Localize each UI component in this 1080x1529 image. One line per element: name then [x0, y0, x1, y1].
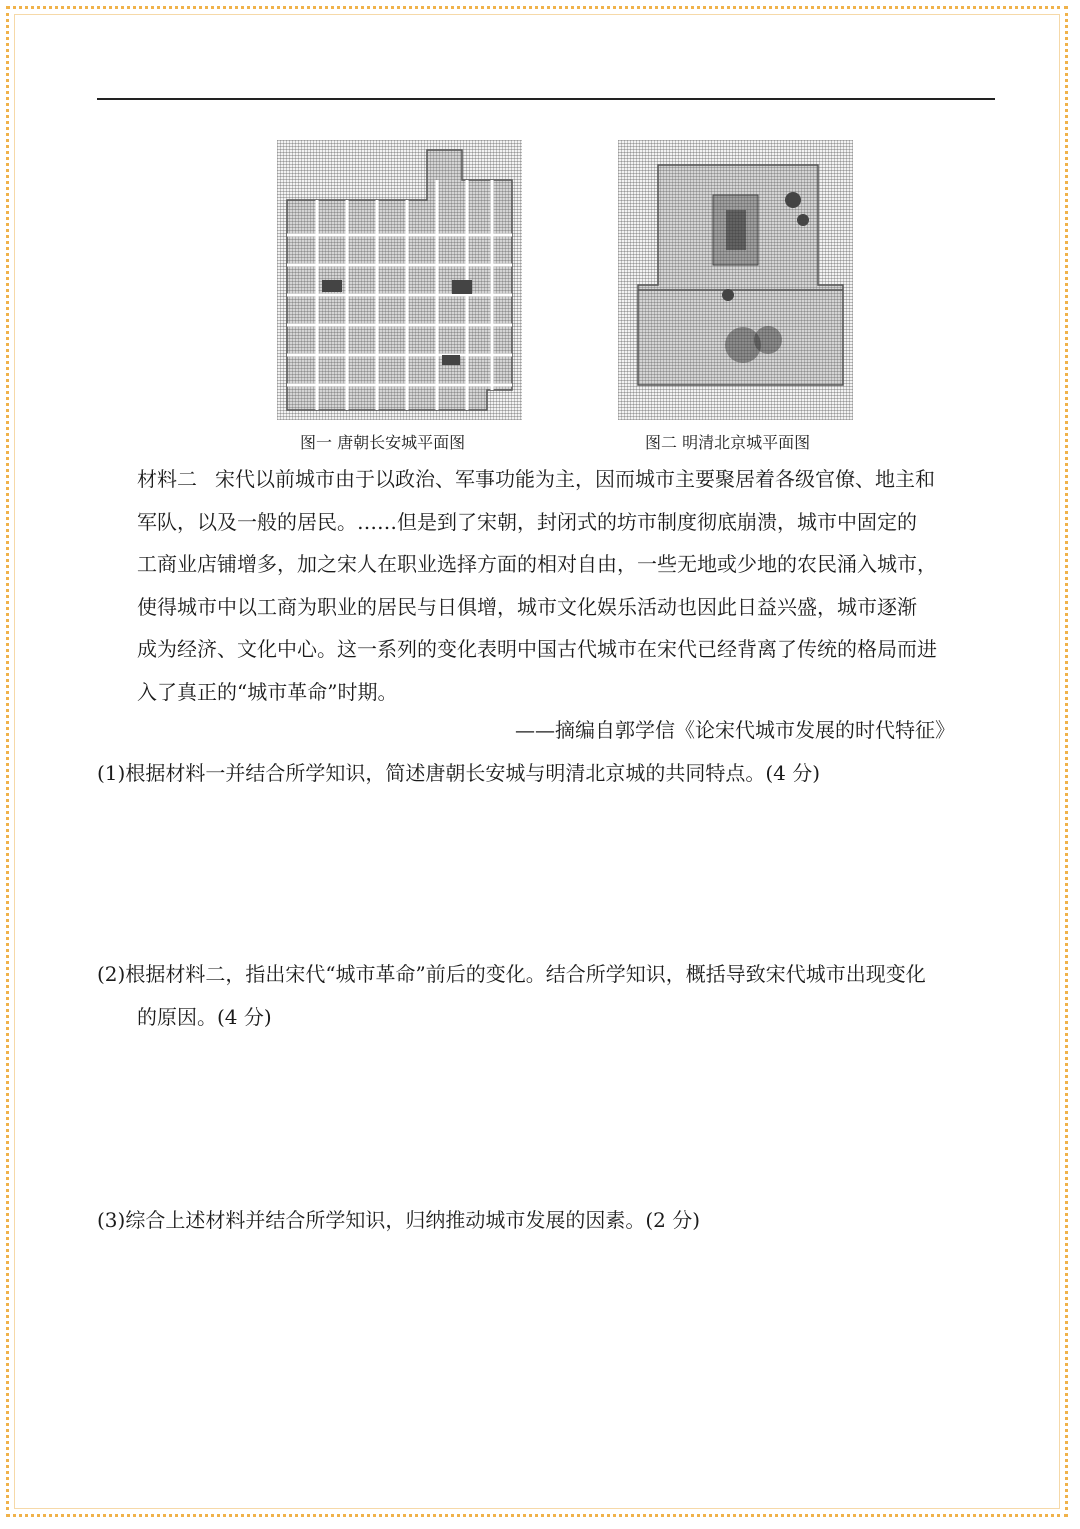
- material-2-label: 材料二: [137, 467, 197, 491]
- question-1-text: (1)根据材料一并结合所学知识，简述唐朝长安城与明清北京城的共同特点。(4 分): [97, 761, 821, 785]
- chang-an-map-image: [277, 140, 522, 420]
- figure-caption-1: 图一 唐朝长安城平面图: [300, 433, 466, 452]
- question-3: [97, 1199, 700, 1242]
- material-2-line: 成为经济、文化中心。这一系列的变化表明中国古代城市在宋代已经背离了传统的格局而进: [137, 637, 937, 661]
- chang-an-map-drawing: [277, 140, 522, 420]
- question-2-text: (2)根据材料二，指出宋代“城市革命”前后的变化。结合所学知识，概括导致宋代城市出现变化: [97, 962, 926, 986]
- material-2-line: 军队，以及一般的居民。……但是到了宋朝，封闭式的坊市制度彻底崩溃，城市中固定的: [137, 509, 917, 534]
- figure-caption-2: 图二 明清北京城平面图: [645, 433, 811, 452]
- beijing-map-drawing: [618, 140, 853, 420]
- material-2-line: 使得城市中以工商为职业的居民与日俱增，城市文化娱乐活动也因此日益兴盛，城市逐渐: [137, 594, 917, 619]
- material-2-paragraph: [137, 458, 1007, 713]
- question-2-text-cont: 的原因。(4 分): [137, 1004, 272, 1029]
- material-2-source: ——摘编自郭学信《论宋代城市发展的时代特征》: [515, 718, 955, 742]
- question-2: [97, 953, 926, 1038]
- question-3-text: (3)综合上述材料并结合所学知识，归纳推动城市发展的因素。(2 分): [97, 1208, 701, 1232]
- question-1: [97, 752, 820, 795]
- material-2-line: 入了真正的“城市革命”时期。: [137, 679, 398, 704]
- material-2-line: 工商业店铺增多，加之宋人在职业选择方面的相对自由，一些无地或少地的农民涌入城市，: [137, 552, 937, 576]
- beijing-map-image: [618, 140, 853, 420]
- header-rule: [97, 98, 995, 100]
- material-2-line: 材料二 宋代以前城市由于以政治、军事功能为主，因而城市主要聚居着各级官僚、地主和: [137, 467, 935, 491]
